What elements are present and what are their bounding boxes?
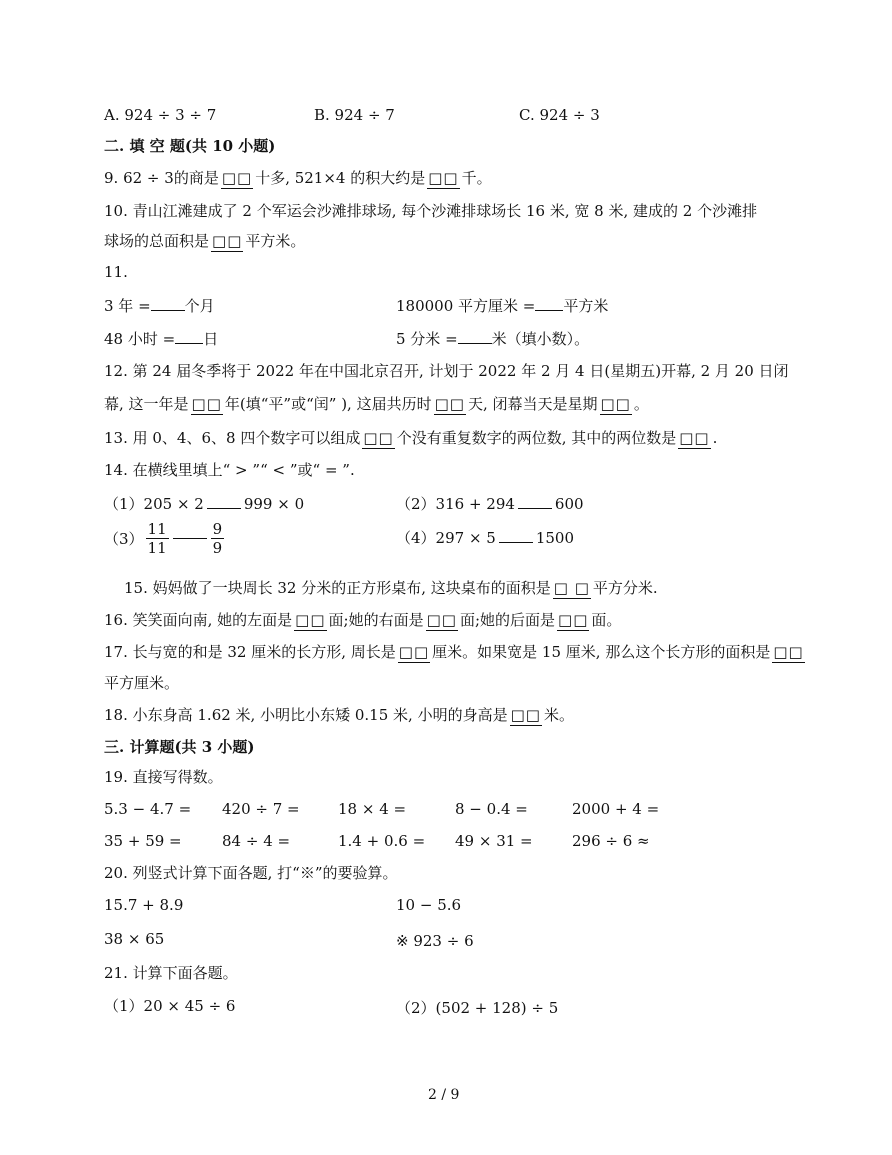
question-12-line-2: 幕, 这一年是 □□ 年(填“平”或“闰” ), 这届共历时 □□ 天, 闭幕当天是星期 □□ 。 [104, 395, 649, 413]
question-12-line-1: 12. 第 24 届冬季将于 2022 年在中国北京召开, 计划于 2022 年 2 月 4 日(星期五)开幕, 2 月 20 日闭 [104, 362, 789, 380]
answer-box[interactable]: □□ [434, 395, 465, 413]
question-17-line-2: 平方厘米。 [104, 674, 180, 692]
option-b: B. 924 ÷ 7 [314, 106, 395, 124]
answer-blank[interactable] [207, 492, 241, 509]
calc-item: （1）20 × 45 ÷ 6 [104, 997, 236, 1015]
answer-blank[interactable] [173, 538, 207, 539]
question-17-line-1: 17. 长与宽的和是 32 厘米的长方形, 周长是 □□ 厘米。如果宽是 15 厘米, 那么这个长方形的面积是 □□ [104, 643, 804, 661]
calc-item: 5.3 − 4.7 = [104, 800, 192, 818]
calc-item: 1.4 + 0.6 = [338, 832, 426, 850]
fraction: $\frac{11}{11}$ [147, 520, 167, 557]
answer-box[interactable]: □□ [510, 706, 541, 724]
question-14-part-1: （1）205 × 2 999 × 0 [104, 492, 304, 514]
question-11-c: 48 小时 = 日 [104, 327, 218, 349]
question-14-part-3: （3） $\frac{11}{11}$ $\frac{9}{9}$ [104, 520, 223, 557]
question-10-line-2: 球场的总面积是 □□ 平方米。 [104, 232, 306, 250]
option-a: A. 924 ÷ 3 ÷ 7 [104, 106, 217, 124]
answer-box[interactable]: □ □ [553, 579, 590, 597]
answer-blank[interactable] [499, 526, 533, 543]
vertical-calc-item: 10 − 5.6 [396, 896, 462, 914]
question-11-a: 3 年 = 个月 [104, 294, 215, 316]
question-14-title: 14. 在横线里填上“ > ”“ < ”或“ = ”. [104, 461, 355, 479]
answer-box[interactable]: □□ [558, 611, 589, 629]
question-9: 9. 62 ÷ 3的商是 □□ 十多, 521×4 的积大约是 □□ 千。 [104, 169, 492, 187]
calc-item: 420 ÷ 7 = [222, 800, 300, 818]
answer-box[interactable]: □□ [428, 169, 459, 187]
section-3-title: 三. 计算题(共 3 小题) [104, 738, 255, 756]
answer-box[interactable]: □□ [398, 643, 430, 661]
vertical-calc-item: 38 × 65 [104, 930, 165, 948]
question-21-title: 21. 计算下面各题。 [104, 964, 238, 982]
answer-box[interactable]: □□ [679, 429, 710, 447]
question-10-line-1: 10. 青山江滩建成了 2 个军运会沙滩排球场, 每个沙滩排球场长 16 米, 宽 8 米, 建成的 2 个沙滩排 [104, 202, 758, 220]
section-2-title: 二. 填 空 题(共 10 小题) [104, 137, 276, 155]
calc-item: 49 × 31 = [455, 832, 533, 850]
calc-item: 35 + 59 = [104, 832, 182, 850]
answer-blank[interactable] [151, 294, 185, 311]
answer-blank[interactable] [458, 327, 492, 344]
question-14-part-4: （4）297 × 5 1500 [396, 526, 574, 548]
answer-blank[interactable] [518, 492, 552, 509]
answer-box[interactable]: □□ [426, 611, 457, 629]
answer-blank[interactable] [535, 294, 563, 311]
answer-box[interactable]: □□ [363, 429, 394, 447]
calc-item: 2000 + 4 = [572, 800, 660, 818]
answer-box[interactable]: □□ [212, 232, 243, 250]
question-15: 15. 妈妈做了一块周长 32 分米的正方形桌布, 这块桌布的面积是 □ □ 平方分米. [124, 579, 658, 597]
answer-blank[interactable] [175, 327, 203, 344]
question-19-title: 19. 直接写得数。 [104, 768, 223, 786]
question-16: 16. 笑笑面向南, 她的左面是 □□ 面;她的右面是 □□ 面;她的后面是 □□ 面。 [104, 611, 622, 629]
answer-box[interactable]: □□ [773, 643, 804, 661]
vertical-calc-item: 15.7 + 8.9 [104, 896, 184, 914]
question-13: 13. 用 0、4、6、8 四个数字可以组成 □□ 个没有重复数字的两位数, 其中的两位数是 □□ . [104, 429, 718, 447]
question-14-part-2: （2）316 + 294 600 [396, 492, 584, 514]
page-number: 2 / 9 [428, 1087, 460, 1103]
calc-item: （2）(502 + 128) ÷ 5 [396, 999, 559, 1017]
calc-item: 8 − 0.4 = [455, 800, 528, 818]
calc-item: 18 × 4 = [338, 800, 407, 818]
calc-item: 84 ÷ 4 = [222, 832, 291, 850]
answer-box[interactable]: □□ [221, 169, 253, 187]
option-c: C. 924 ÷ 3 [519, 106, 600, 124]
answer-box[interactable]: □□ [295, 611, 326, 629]
calc-item: 296 ÷ 6 ≈ [572, 832, 650, 850]
answer-box[interactable]: □□ [600, 395, 631, 413]
fraction: $\frac{9}{9}$ [212, 520, 223, 557]
question-18: 18. 小东身高 1.62 米, 小明比小东矮 0.15 米, 小明的身高是 □□ 米。 [104, 706, 574, 724]
vertical-calc-item: ※ 923 ÷ 6 [396, 932, 474, 950]
question-11-b: 180000 平方厘米 = 平方米 [396, 294, 608, 316]
question-11-d: 5 分米 = 米（填小数）。 [396, 327, 589, 349]
answer-box[interactable]: □□ [191, 395, 222, 413]
question-20-title: 20. 列竖式计算下面各题, 打“※”的要验算。 [104, 864, 398, 882]
question-11-number: 11. [104, 263, 128, 281]
